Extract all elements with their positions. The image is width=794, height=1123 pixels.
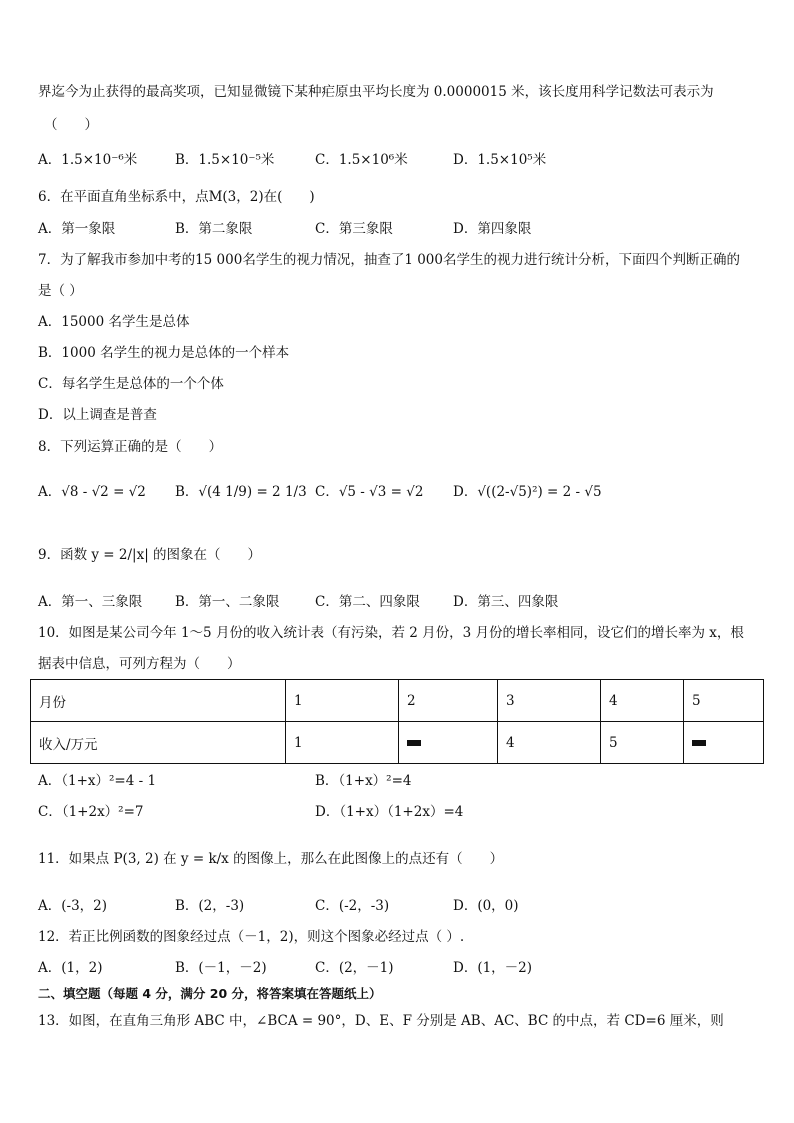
q5-option-d: D．1.5×10⁵米 — [453, 152, 547, 168]
q12-option-d: D．(1，－2) — [453, 960, 533, 976]
section-heading: 二、填空题（每题 4 分，满分 20 分，将答案填在答题纸上） — [38, 986, 382, 1001]
q10-stem-line2: 据表中信息，可列方程为（ ） — [38, 656, 241, 672]
q9-stem: 9．函数 y = 2/|x| 的图象在（ ） — [38, 547, 262, 563]
table-cell: 4 — [498, 722, 601, 764]
q8-option-c: C．√5 - √3 = √2 — [315, 484, 424, 500]
ink-stain-icon — [407, 740, 421, 746]
table-cell: 1 — [286, 722, 399, 764]
q6-option-c: C．第三象限 — [315, 221, 393, 237]
q8-option-d: D．√((2-√5)²) = 2 - √5 — [453, 484, 602, 500]
q7-option-a: A．15000 名学生是总体 — [38, 314, 190, 330]
income-table — [30, 679, 764, 764]
table-row — [31, 680, 764, 722]
q8-option-b: B．√(4 1/9) = 2 1/3 — [175, 484, 307, 500]
q5-stem: 界迄今为止获得的最高奖项，已知显微镜下某种疟原虫平均长度为 0.0000015 米，该长度用科学记数法可表示为 — [38, 84, 714, 100]
q10-option-d: D．（1+x）（1+2x）=4 — [315, 804, 464, 820]
q10-option-b: B．（1+x）²=4 — [315, 773, 412, 789]
q6-stem: 6．在平面直角坐标系中，点M(3，2)在( ) — [38, 189, 315, 205]
ink-stain-icon — [692, 740, 706, 746]
table-row — [31, 722, 764, 764]
q6-option-a: A．第一象限 — [38, 221, 116, 237]
q11-option-c: C．(-2，-3) — [315, 898, 390, 914]
q7-option-d: D．以上调查是普查 — [38, 407, 157, 423]
q9-option-d: D．第三、四象限 — [453, 594, 559, 610]
q7-stem-line1: 7．为了解我市参加中考的15 000名学生的视力情况，抽查了1 000名学生的视力进行统计分析，下面四个判断正确的 — [38, 252, 740, 268]
q8-stem: 8．下列运算正确的是（ ） — [38, 439, 223, 455]
q9-option-c: C．第二、四象限 — [315, 594, 420, 610]
q7-option-c: C．每名学生是总体的一个个体 — [38, 376, 224, 392]
q11-stem: 11．如果点 P(3, 2) 在 y = k/x 的图像上，那么在此图像上的点还有（ ） — [38, 851, 504, 867]
table-cell: 月份 — [31, 680, 286, 722]
q10-option-c: C．（1+2x）²=7 — [38, 804, 144, 820]
q11-option-d: D．(0，0) — [453, 898, 519, 914]
table-cell: 4 — [601, 680, 684, 722]
q5-option-b: B．1.5×10⁻⁵米 — [175, 152, 275, 168]
q8-option-a: A．√8 - √2 = √2 — [38, 484, 146, 500]
table-cell: 2 — [399, 680, 498, 722]
table-cell-stained — [399, 722, 498, 764]
q7-stem-line2: 是（ ） — [38, 283, 83, 299]
q5-paren: （ ） — [44, 117, 98, 133]
table-cell: 3 — [498, 680, 601, 722]
q6-option-b: B．第二象限 — [175, 221, 253, 237]
q10-stem-line1: 10．如图是某公司今年 1～5 月份的收入统计表（有污染，若 2 月份，3 月份的增长率相同，设它们的增长率为 x，根 — [38, 625, 744, 641]
q5-option-c: C．1.5×10⁶米 — [315, 152, 408, 168]
q11-option-a: A．(-3，2) — [38, 898, 108, 914]
q12-option-c: C．(2，－1) — [315, 960, 394, 976]
table-cell: 5 — [601, 722, 684, 764]
q12-stem: 12．若正比例函数的图象经过点（－1，2)，则这个图象必经过点（ ）. — [38, 929, 465, 945]
q10-option-a: A．（1+x）²=4 - 1 — [38, 773, 157, 789]
q6-option-d: D．第四象限 — [453, 221, 532, 237]
table-cell: 5 — [684, 680, 764, 722]
q5-option-a: A．1.5×10⁻⁶米 — [38, 152, 138, 168]
table-cell: 收入/万元 — [31, 722, 286, 764]
table-cell: 1 — [286, 680, 399, 722]
q12-option-b: B．(－1，－2) — [175, 960, 267, 976]
q12-option-a: A．(1，2) — [38, 960, 103, 976]
q9-option-b: B．第一、二象限 — [175, 594, 280, 610]
table-cell-stained — [684, 722, 764, 764]
q13-stem: 13．如图，在直角三角形 ABC 中，∠BCA = 90°，D、E、F 分别是 AB、AC、BC 的中点，若 CD=6 厘米，则 — [38, 1013, 724, 1029]
q11-option-b: B．(2，-3) — [175, 898, 245, 914]
q9-option-a: A．第一、三象限 — [38, 594, 143, 610]
q7-option-b: B．1000 名学生的视力是总体的一个样本 — [38, 345, 290, 361]
